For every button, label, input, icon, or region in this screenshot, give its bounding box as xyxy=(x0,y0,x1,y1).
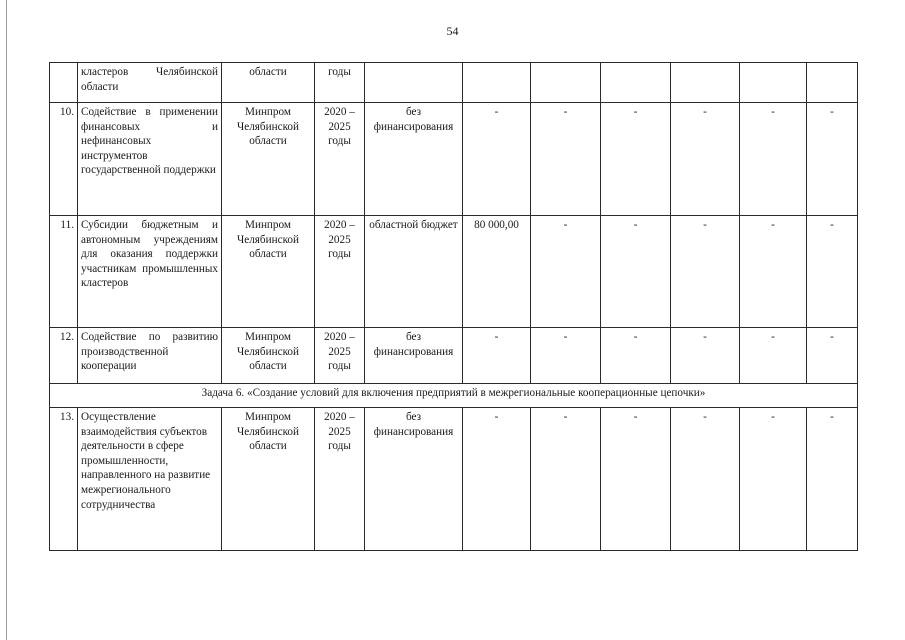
activity-name: Содействие по развитию производственной кооперации xyxy=(78,328,222,384)
value-cell: - xyxy=(740,103,807,216)
value-cell: - xyxy=(740,328,807,384)
value-cell: - xyxy=(807,216,858,328)
table-row xyxy=(50,216,858,328)
value-cell: - xyxy=(531,408,601,551)
period-cell: 2020 – 2025 годы xyxy=(315,103,365,216)
activity-name: кластеров Челябинской области xyxy=(78,63,222,103)
value-cell: - xyxy=(601,103,671,216)
activity-name: Содействие в применении финансовых и нефинансовых инструментов государственной поддержки xyxy=(78,103,222,216)
row-number: 10. xyxy=(50,103,78,216)
value-cell: - xyxy=(740,216,807,328)
executor-cell: Минпром Челябинской области xyxy=(222,328,315,384)
executor-cell: Минпром Челябинской области xyxy=(222,408,315,551)
value-cell: - xyxy=(601,216,671,328)
value-cell: - xyxy=(740,408,807,551)
value-cell: - xyxy=(601,328,671,384)
program-activities-table xyxy=(49,62,858,551)
value-cell xyxy=(463,63,531,103)
value-cell xyxy=(671,63,740,103)
value-cell: - xyxy=(531,103,601,216)
executor-cell: Минпром Челябинской области xyxy=(222,103,315,216)
value-cell: - xyxy=(531,328,601,384)
funding-source-cell xyxy=(365,63,463,103)
task-header: Задача 6. «Создание условий для включения предприятий в межрегиональные кооперационные цепочки» xyxy=(50,384,858,408)
table-row xyxy=(50,408,858,551)
row-number xyxy=(50,63,78,103)
value-cell xyxy=(807,63,858,103)
value-cell: 80 000,00 xyxy=(463,216,531,328)
period-cell: 2020 – 2025 годы xyxy=(315,216,365,328)
period-cell: 2020 – 2025 годы xyxy=(315,328,365,384)
funding-source-cell: без финансирования xyxy=(365,103,463,216)
period-cell: 2020 – 2025 годы xyxy=(315,408,365,551)
value-cell: - xyxy=(671,328,740,384)
page-edge-line xyxy=(6,0,7,640)
activity-name: Субсидии бюджетным и автономным учреждениям для оказания поддержки участникам промышленных кластеров xyxy=(78,216,222,328)
value-cell: - xyxy=(463,103,531,216)
value-cell xyxy=(601,63,671,103)
row-number: 13. xyxy=(50,408,78,551)
funding-source-cell: областной бюджет xyxy=(365,216,463,328)
value-cell: - xyxy=(671,408,740,551)
value-cell: - xyxy=(463,408,531,551)
value-cell: - xyxy=(531,216,601,328)
value-cell: - xyxy=(671,216,740,328)
executor-cell: Минпром Челябинской области xyxy=(222,216,315,328)
table-row xyxy=(50,328,858,384)
period-cell: годы xyxy=(315,63,365,103)
value-cell: - xyxy=(463,328,531,384)
funding-source-cell: без финансирования xyxy=(365,328,463,384)
value-cell: - xyxy=(807,408,858,551)
funding-source-cell: без финансирования xyxy=(365,408,463,551)
row-number: 11. xyxy=(50,216,78,328)
task-header-row xyxy=(50,384,858,408)
executor-cell: области xyxy=(222,63,315,103)
table-row xyxy=(50,63,858,103)
value-cell xyxy=(531,63,601,103)
row-number: 12. xyxy=(50,328,78,384)
value-cell: - xyxy=(807,328,858,384)
value-cell: - xyxy=(807,103,858,216)
activity-name: Осуществление взаимодействия субъектов деятельности в сфере промышленности, направленного на развитие межрегионального сотрудничества xyxy=(78,408,222,551)
value-cell xyxy=(740,63,807,103)
page-number: 54 xyxy=(446,24,459,38)
value-cell: - xyxy=(601,408,671,551)
value-cell: - xyxy=(671,103,740,216)
table-row xyxy=(50,103,858,216)
